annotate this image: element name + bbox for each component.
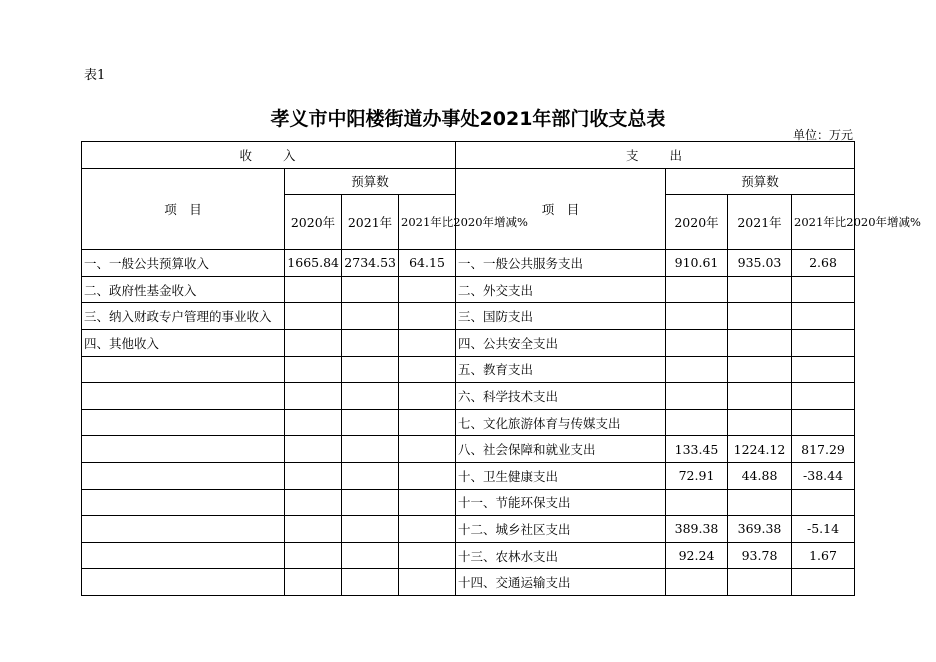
expense-2021-value: 369.38 [728, 516, 792, 543]
table-row [82, 383, 855, 410]
expense-item: 六、科学技术支出 [456, 383, 666, 410]
expense-2021-value [728, 276, 792, 303]
expense-item: 七、文化旅游体育与传媒支出 [456, 409, 666, 436]
table-row [82, 409, 855, 436]
expense-2021-value [728, 329, 792, 356]
income-item [82, 356, 285, 383]
expense-section-header: 支 出 [456, 142, 855, 169]
income-2020-value [285, 303, 342, 330]
expense-2020-value [666, 569, 728, 596]
expense-change-value [792, 329, 855, 356]
income-2021-value [342, 409, 399, 436]
expense-change-value: 1.67 [792, 542, 855, 569]
income-2020-value [285, 409, 342, 436]
table-row [82, 542, 855, 569]
expense-item: 十二、城乡社区支出 [456, 516, 666, 543]
expense-item: 十一、节能环保支出 [456, 489, 666, 516]
income-2020-value [285, 462, 342, 489]
income-change-value [399, 383, 456, 410]
expense-item: 十、卫生健康支出 [456, 462, 666, 489]
expense-item: 五、教育支出 [456, 356, 666, 383]
expense-2021-value [728, 569, 792, 596]
expense-item: 十三、农林水支出 [456, 542, 666, 569]
income-2020-value [285, 569, 342, 596]
expense-2020-value: 72.91 [666, 462, 728, 489]
income-item: 二、政府性基金收入 [82, 276, 285, 303]
expense-change-value [792, 409, 855, 436]
table-row [82, 303, 855, 330]
income-change-header: 2021年比2020年增减% [399, 195, 456, 250]
income-change-value [399, 356, 456, 383]
income-change-value: 64.15 [399, 250, 456, 277]
expense-2021-value: 93.78 [728, 542, 792, 569]
income-2021-value [342, 383, 399, 410]
income-item [82, 436, 285, 463]
expense-item: 四、公共安全支出 [456, 329, 666, 356]
expense-change-header: 2021年比2020年增减% [792, 195, 855, 250]
table-row [82, 569, 855, 596]
expense-change-value [792, 569, 855, 596]
table-row [82, 436, 855, 463]
expense-2021-value: 1224.12 [728, 436, 792, 463]
table-row [82, 276, 855, 303]
income-2020-value: 1665.84 [285, 250, 342, 277]
income-2021-value [342, 356, 399, 383]
income-2021-value [342, 462, 399, 489]
income-2021-value [342, 489, 399, 516]
budget-summary-table [81, 141, 921, 596]
income-item: 四、其他收入 [82, 329, 285, 356]
expense-2021-value: 935.03 [728, 250, 792, 277]
expense-2021-value [728, 303, 792, 330]
table-row [82, 516, 855, 543]
unit-label: 单位：万元 [792, 128, 853, 142]
income-item [82, 489, 285, 516]
income-change-value [399, 276, 456, 303]
income-2020-value [285, 356, 342, 383]
expense-budget-header: 预算数 [666, 168, 855, 195]
income-item-header: 项 目 [82, 168, 285, 250]
page-title: 孝义市中阳楼街道办事处2021年部门收支总表 [270, 108, 666, 130]
expense-2021-value [728, 489, 792, 516]
income-item [82, 516, 285, 543]
expense-2020-value [666, 409, 728, 436]
expense-2020-value: 92.24 [666, 542, 728, 569]
expense-item: 一、一般公共服务支出 [456, 250, 666, 277]
income-2020-value [285, 276, 342, 303]
income-2021-value [342, 329, 399, 356]
expense-2020-value [666, 356, 728, 383]
expense-2020-value: 389.38 [666, 516, 728, 543]
income-2020-header: 2020年 [285, 195, 342, 250]
table-row [82, 356, 855, 383]
income-change-value [399, 516, 456, 543]
income-item [82, 542, 285, 569]
expense-2020-value [666, 329, 728, 356]
income-change-value [399, 436, 456, 463]
expense-2020-value [666, 276, 728, 303]
income-change-value [399, 329, 456, 356]
income-item: 三、纳入财政专户管理的事业收入 [82, 303, 285, 330]
expense-2020-value: 910.61 [666, 250, 728, 277]
income-change-value [399, 409, 456, 436]
income-2020-value [285, 489, 342, 516]
expense-change-value: -38.44 [792, 462, 855, 489]
income-item [82, 409, 285, 436]
expense-change-value: 817.29 [792, 436, 855, 463]
income-2021-value [342, 436, 399, 463]
income-2021-value: 2734.53 [342, 250, 399, 277]
income-change-value [399, 303, 456, 330]
income-change-value [399, 489, 456, 516]
expense-2021-value [728, 383, 792, 410]
income-2021-header: 2021年 [342, 195, 399, 250]
income-item [82, 383, 285, 410]
expense-2021-value [728, 356, 792, 383]
expense-item: 三、国防支出 [456, 303, 666, 330]
expense-change-value [792, 356, 855, 383]
income-2020-value [285, 383, 342, 410]
table-row [82, 462, 855, 489]
expense-item: 十四、交通运输支出 [456, 569, 666, 596]
income-2020-value [285, 436, 342, 463]
income-item [82, 569, 285, 596]
income-2021-value [342, 276, 399, 303]
income-budget-header: 预算数 [285, 168, 456, 195]
income-2021-value [342, 516, 399, 543]
expense-2020-value [666, 303, 728, 330]
table-row [82, 329, 855, 356]
income-2021-value [342, 569, 399, 596]
income-2021-value [342, 303, 399, 330]
expense-2021-value [728, 409, 792, 436]
income-2020-value [285, 542, 342, 569]
table-label: 表1 [84, 68, 106, 83]
income-2021-value [342, 542, 399, 569]
expense-2020-value [666, 489, 728, 516]
income-2020-value [285, 329, 342, 356]
expense-change-value [792, 276, 855, 303]
income-change-value [399, 462, 456, 489]
table-row [82, 489, 855, 516]
expense-2021-value: 44.88 [728, 462, 792, 489]
expense-change-value [792, 383, 855, 410]
expense-change-value [792, 489, 855, 516]
income-2020-value [285, 516, 342, 543]
expense-2020-value: 133.45 [666, 436, 728, 463]
expense-item: 八、社会保障和就业支出 [456, 436, 666, 463]
expense-item-header: 项 目 [456, 168, 666, 250]
expense-item: 二、外交支出 [456, 276, 666, 303]
table-row [82, 250, 855, 277]
expense-change-value: 2.68 [792, 250, 855, 277]
income-change-value [399, 569, 456, 596]
expense-2021-header: 2021年 [728, 195, 792, 250]
expense-2020-value [666, 383, 728, 410]
expense-change-value [792, 303, 855, 330]
income-item: 一、一般公共预算收入 [82, 250, 285, 277]
income-item [82, 462, 285, 489]
income-section-header: 收 入 [82, 142, 456, 169]
income-change-value [399, 542, 456, 569]
expense-2020-header: 2020年 [666, 195, 728, 250]
expense-change-value: -5.14 [792, 516, 855, 543]
